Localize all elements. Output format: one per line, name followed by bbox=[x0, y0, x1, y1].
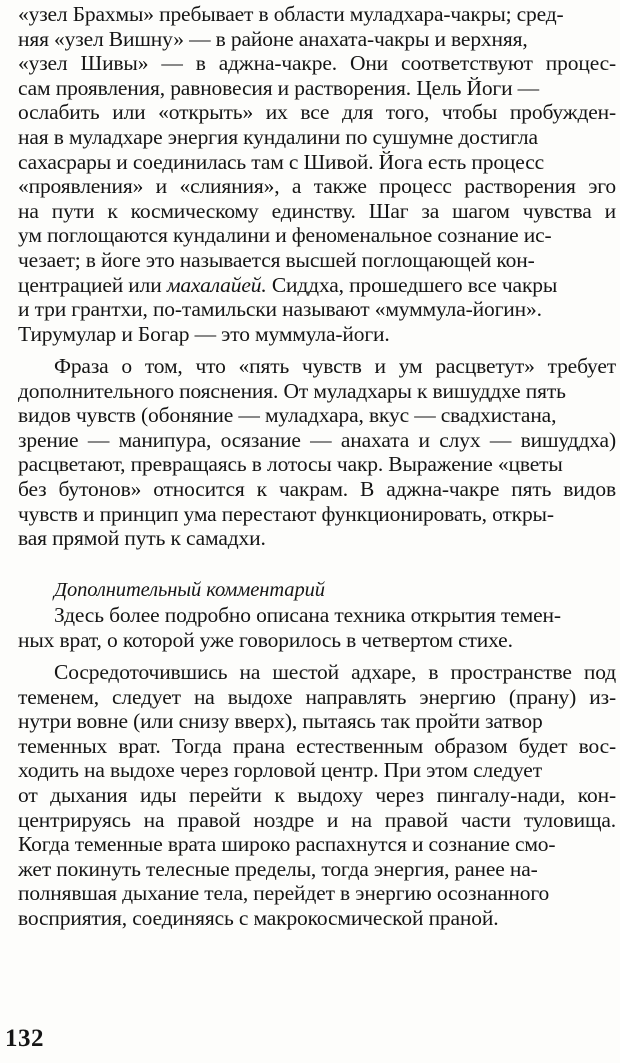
text-line: ных врат, о которой уже говорилось в четвертом стихе. bbox=[18, 627, 513, 652]
text-line: теменных врат. Тогда прана естественным образом будет вос- bbox=[18, 733, 617, 758]
text-line: ослабить или «открыть» их все для того, чтобы пробужден- bbox=[18, 100, 617, 125]
text-line: зрение — манипура, осязание — анахата и слух — вишуддха) bbox=[18, 427, 616, 452]
text-line: вая прямой путь к самадхи. bbox=[18, 526, 266, 551]
text-line: сам проявления, равновесия и растворения. Цель Йоги — bbox=[18, 75, 540, 100]
text-line: Здесь более подробно описана техника открытия темен- bbox=[54, 603, 561, 627]
text-line: ум поглощаются кундалини и феноменальное сознание ис- bbox=[18, 223, 552, 248]
paragraph-4 bbox=[18, 660, 616, 931]
text-line: от дыхания иды перейти к выдоху через пингалу-нади, кон- bbox=[18, 782, 616, 807]
text-line: «узел Шивы» — в аджна-чакре. Они соответствуют процес- bbox=[18, 51, 617, 76]
text-line: чувств и принцип ума перестают функционировать, откры- bbox=[18, 501, 554, 526]
section-heading: Дополнительный комментарий bbox=[54, 579, 325, 601]
text-line: Когда теменные врата широко распахнутся и сознание смо- bbox=[18, 832, 556, 857]
text-line: восприятия, соединяясь с макрокосмической праной. bbox=[18, 905, 499, 930]
text-line: «узел Брахмы» пребывает в области муладхара-чакры; сред- bbox=[18, 2, 564, 26]
text-line: нутри вовне (или снизу вверх), пытаясь так пройти затвор bbox=[18, 709, 543, 734]
text-line: теменем, следует на выдохе направлять энергию (прану) из- bbox=[18, 684, 616, 709]
text-segment: Сиддха, прошедшего все чакры bbox=[266, 272, 558, 297]
text-line: «проявления» и «слияния», а также процесс растворения эго bbox=[18, 174, 617, 199]
text-line: чезает; в йоге это называется высшей поглощающей кон- bbox=[18, 247, 535, 272]
text-line: дополнительного пояснения. От муладхары к вишуддхе пять bbox=[18, 378, 566, 403]
text-line: расцветают, превращаясь в лотосы чакр. Выражение «цветы bbox=[18, 452, 563, 477]
text-segment: центрацией или bbox=[18, 272, 167, 297]
text-line: сахасрары и соединилась там с Шивой. Йога есть процесс bbox=[18, 149, 544, 174]
text-line: полнявшая дыхание тела, перейдет в энергию осознанного bbox=[18, 881, 550, 906]
text-line: Сосредоточившись на шестой адхаре, в пространстве под bbox=[54, 660, 616, 684]
text-line: няя «узел Вишну» — в районе анахата-чакры и верхняя, bbox=[18, 26, 528, 51]
italic-term: махалайей. bbox=[166, 272, 267, 297]
page-number: 132 bbox=[5, 1025, 44, 1052]
text-line-with-italic-term bbox=[18, 273, 616, 298]
text-line: без бутонов» относится к чакрам. В аджна-чакре пять видов bbox=[18, 476, 616, 501]
text-line: и три грантхи, по-тамильски называют «муммула-йогин». bbox=[18, 297, 542, 322]
text-line: Тирумулар и Богар — это муммула-йоги. bbox=[18, 321, 390, 346]
text-line: ная в муладхаре энергия кундалини по сушумне достигла bbox=[18, 124, 538, 149]
paragraph-3 bbox=[18, 603, 616, 652]
text-line: ходить на выдохе через горловой центр. При этом следует bbox=[18, 758, 542, 783]
text-line: Фраза о том, что «пять чувств и ум расцветут» требует bbox=[54, 354, 616, 378]
text-line: жет покинуть телесные пределы, тогда энергия, ранее на- bbox=[18, 856, 538, 881]
paragraph-1 bbox=[18, 2, 616, 346]
text-line: на пути к космическому единству. Шаг за шагом чувства и bbox=[18, 198, 616, 223]
paragraph-2 bbox=[18, 354, 616, 551]
text-line: центрируясь на правой ноздре и на правой части туловища. bbox=[18, 807, 616, 832]
text-line: видов чувств (обоняние — муладхара, вкус — свадхистана, bbox=[18, 403, 557, 428]
